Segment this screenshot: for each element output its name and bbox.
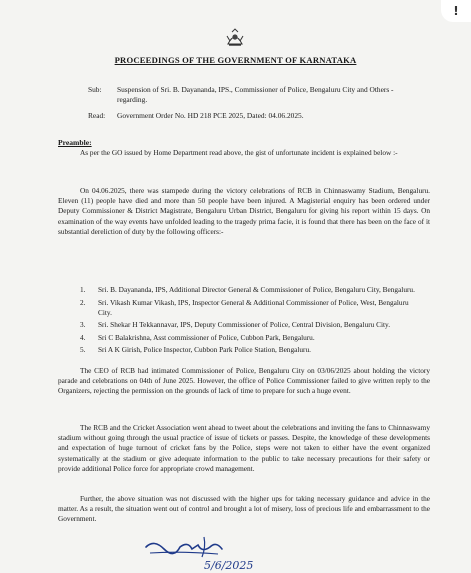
subject-text: Suspension of Sri. B. Dayananda, IPS., Commissioner of Police, Bengaluru City and Others - regarding.	[117, 85, 394, 104]
subject-label: Sub:	[88, 85, 102, 94]
officers-list	[80, 285, 420, 358]
paragraph-situation: Further, the above situation was not discussed with the higher ups for taking necessary guidance and advice in the matter. As a result, the situation went out of control and brought a lot of misery, loss of precious life and embarrassment to the Government.	[58, 494, 430, 524]
read-label: Read:	[88, 111, 106, 120]
paragraph-cricket-association: The RCB and the Cricket Association went ahead to tweet about the celebrations and inviting the fans to Chinnaswamy stadium without going through the usual practice of issue of tickets or passes. Despite, the knowledge of these developments and expectation of huge turnout of cricket fans by the Police, steps were not taken to either have the event organized systematically at the stadium or give adequate information to the public to take necessary precautions for their safety or provide additional Police force for appropriate crowd management.	[58, 423, 430, 473]
list-item: 5. Sri A K Girish, Police Inspector, Cubbon Park Police Station, Bengaluru.	[80, 345, 311, 354]
list-item: 1. Sri. B. Dayananda, IPS, Additional Director General & Commissioner of Police, Bengaluru City, Bengaluru.	[80, 285, 415, 294]
karnataka-emblem-icon	[224, 28, 246, 48]
read-text: Government Order No. HD 218 PCE 2025, Dated: 04.06.2025.	[117, 111, 304, 120]
handwritten-signature	[140, 527, 260, 573]
list-item: 4. Sri C Balakrishna, Asst commissioner of Police, Cubbon Park, Bengaluru.	[80, 332, 315, 342]
alert-button[interactable]: !	[441, 0, 471, 22]
preamble-heading: Preamble:	[58, 138, 92, 147]
paragraph-rcb-intimation: The CEO of RCB had intimated Commissioner of Police, Bengaluru City on 03/06/2025 about holding the victory parade and celebrations on 04th of June 2025. However, the office of Police Commissioner failed to give written reply to the Organizers, rejecting the permission on the grounds of lack of time to prepare for such a huge event.	[58, 366, 430, 396]
document-title: PROCEEDINGS OF THE GOVERNMENT OF KARNATAKA	[114, 55, 357, 65]
list-item: 3. Sri. Shekar H Tekkannavar, IPS, Deputy Commissioner of Police, Central Division, Bengaluru City.	[80, 320, 391, 329]
preamble-intro: As per the GO issued by Home Department read above, the gist of unfortunate incident is explained below :-	[80, 148, 398, 157]
list-item: 2. Sri. Vikash Kumar Vikash, IPS, Inspector General & Additional Commissioner of Police, West, Bengaluru City.	[80, 297, 409, 317]
paragraph-incident: On 04.06.2025, there was stampede during the victory celebrations of RCB in Chinnaswamy Stadium, Bengaluru. Eleven (11) people have died and more than 50 people have been injured. A Magisterial enquiry has been ordered under Deputy Commissioner & District Magistrate, Bengaluru Urban District, Bengaluru for giving his report within 15 days. On examination of the way events have unfolded leading to the tragedy prima facie, it is found that there has been on the face of it substantial dereliction of duty by the following officers:-	[58, 186, 430, 236]
signature-date: 5/6/2025	[204, 559, 254, 572]
